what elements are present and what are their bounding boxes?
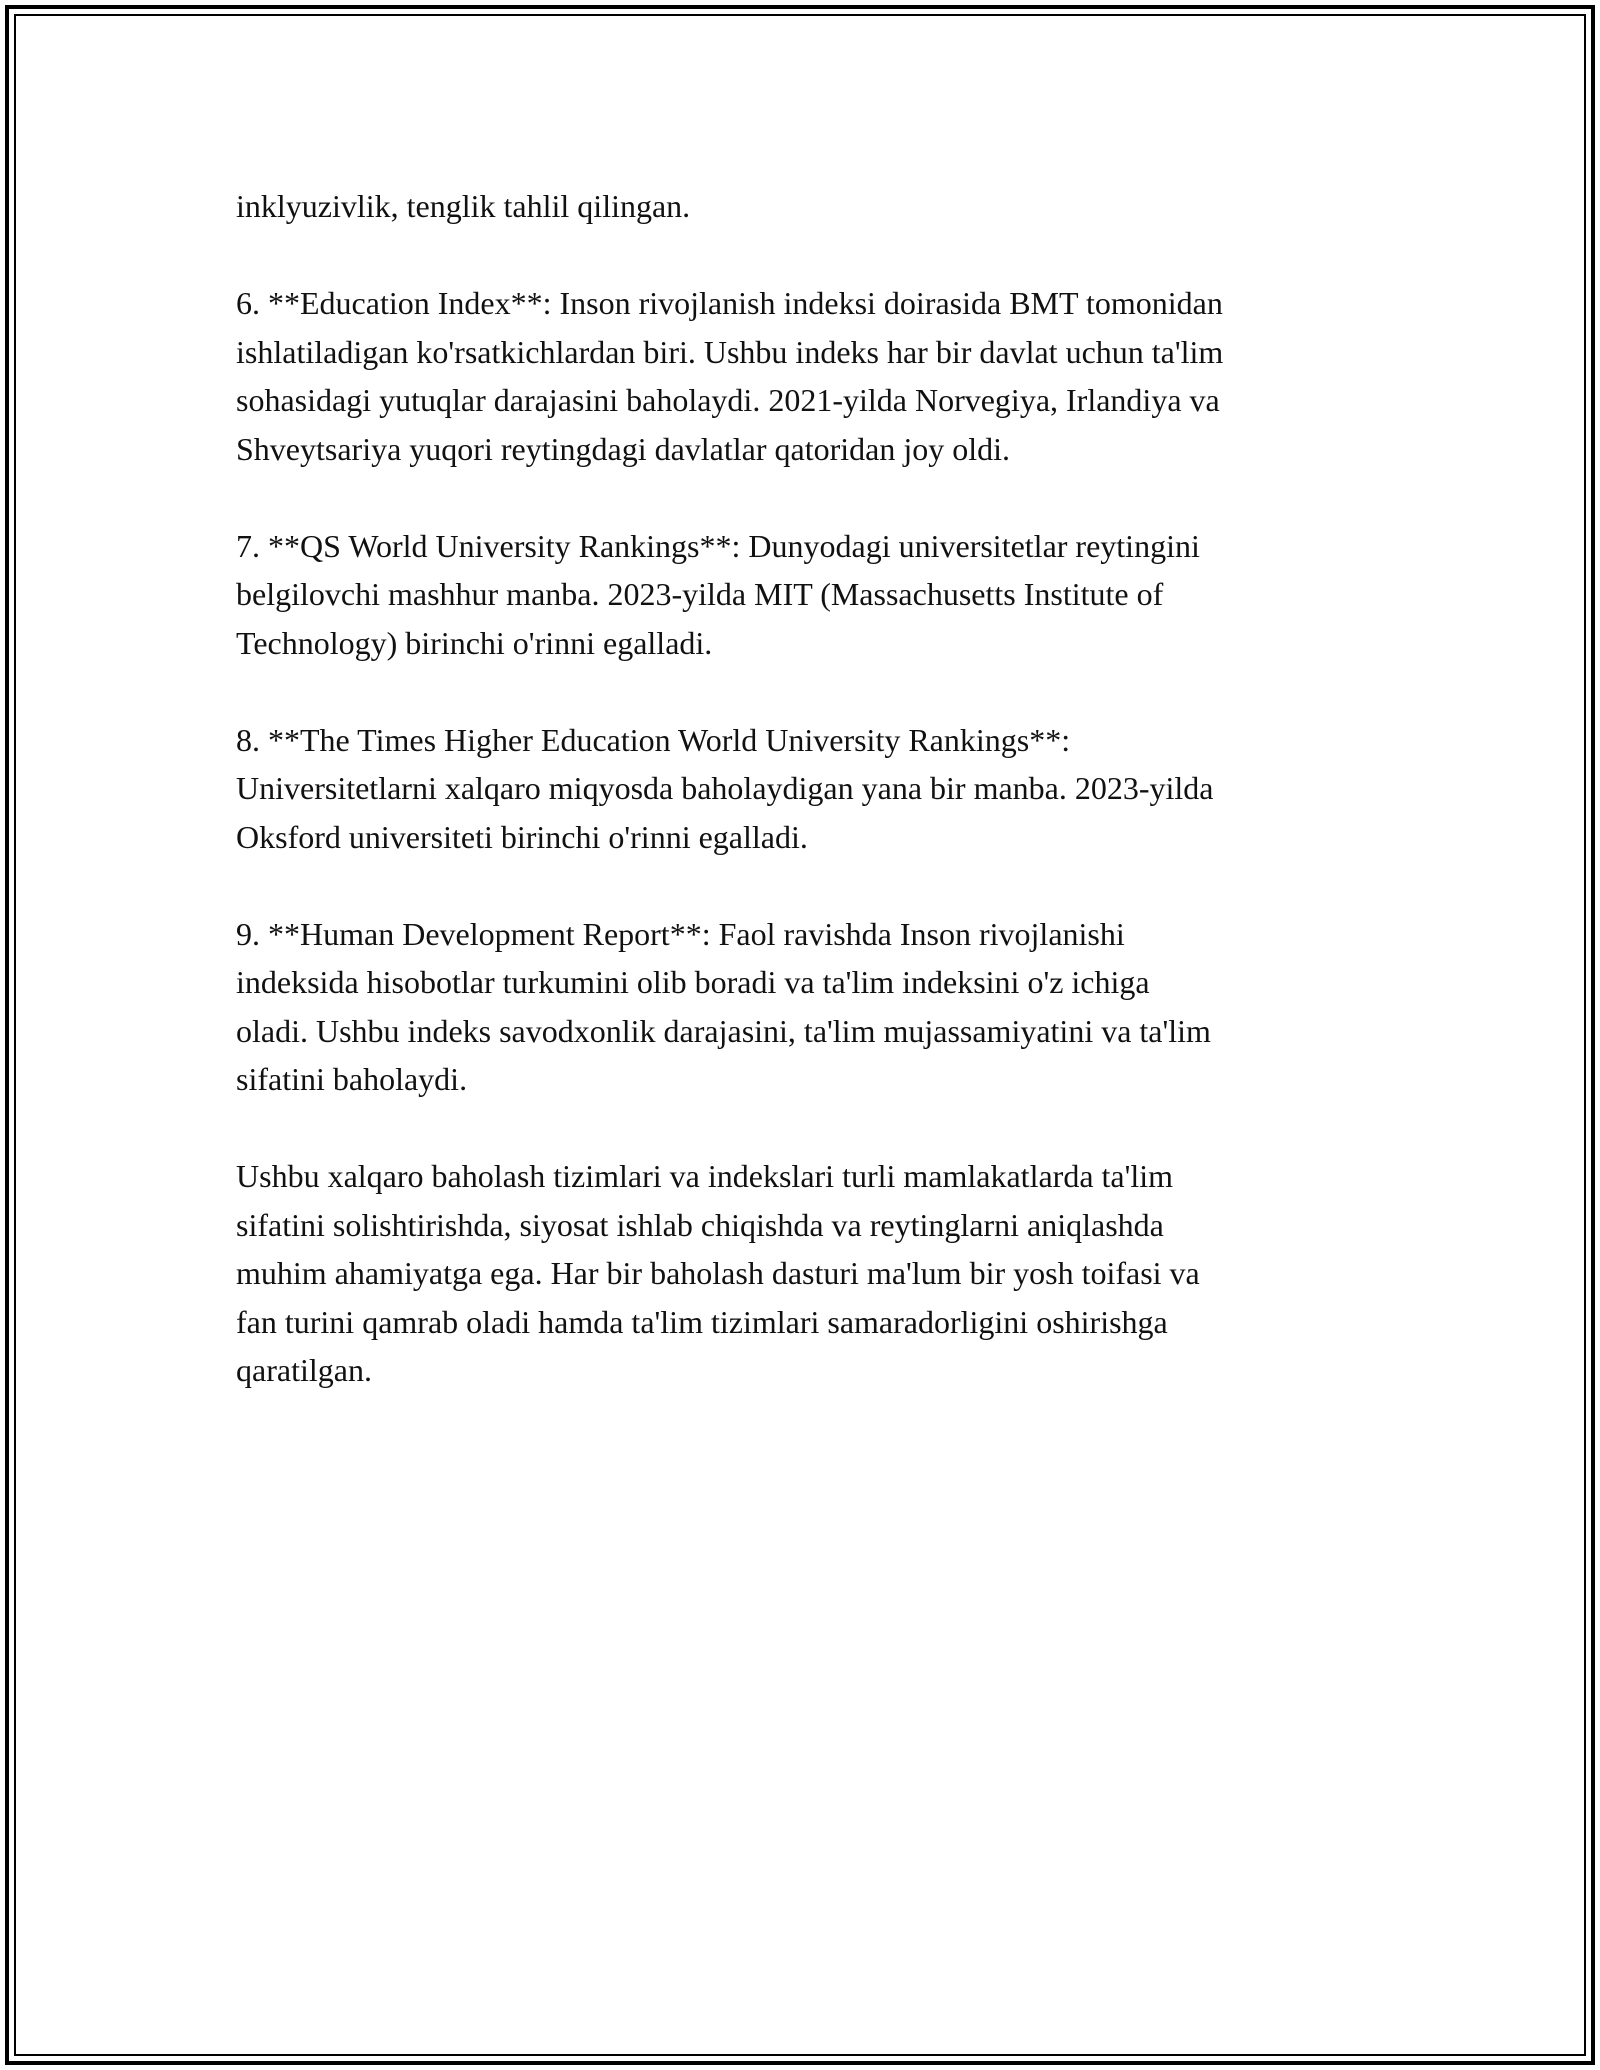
paragraph-continuation: inklyuzivlik, tenglik tahlil qilingan.	[236, 188, 691, 224]
paragraph-qs-rankings: 7. **QS World University Rankings**: Dunyodagi universitetlar reytingini belgilovchi mashhur manba. 2023-yilda MIT (Massachusetts Institute of Technology) birinchi o'rinni egalladi.	[236, 527, 1200, 661]
paragraph-human-development-report: 9. **Human Development Report**: Faol ravishda Inson rivojlanishi indeksida hisobotlar turkumini olib boradi va ta'lim indeksini o'z ichiga oladi. Ushbu indeks savodxonlik darajasini, ta'lim mujassamiyatini va ta'lim sifatini baholaydi.	[236, 915, 1211, 1097]
paragraph-education-index: 6. **Education Index**: Inson rivojlanish indeksi doirasida BMT tomonidan ishlatiladigan ko'rsatkichlardan biri. Ushbu indeks har bir davlat uchun ta'lim sohasidagi yutuqlar darajasini baholaydi. 2021-yilda Norvegiya, Irlandiya va Shveytsariya yuqori reytingdagi davlatlar qatoridan joy oldi.	[236, 285, 1224, 467]
paragraph-times-rankings: 8. **The Times Higher Education World University Rankings**: Universitetlarni xalqaro miqyosda baholaydigan yana bir manba. 2023-yilda Oksford universiteti birinchi o'rinni egalladi.	[236, 721, 1214, 855]
paragraph-conclusion: Ushbu xalqaro baholash tizimlari va indekslari turli mamlakatlarda ta'lim sifatini solishtirishda, siyosat ishlab chiqishda va reytinglarni aniqlashda muhim ahamiyatga ega. Har bir baholash dasturi ma'lum bir yosh toifasi va fan turini qamrab oladi hamda ta'lim tizimlari samaradorligini oshirishga qaratilgan.	[236, 1158, 1200, 1388]
document-body	[236, 182, 1376, 1443]
